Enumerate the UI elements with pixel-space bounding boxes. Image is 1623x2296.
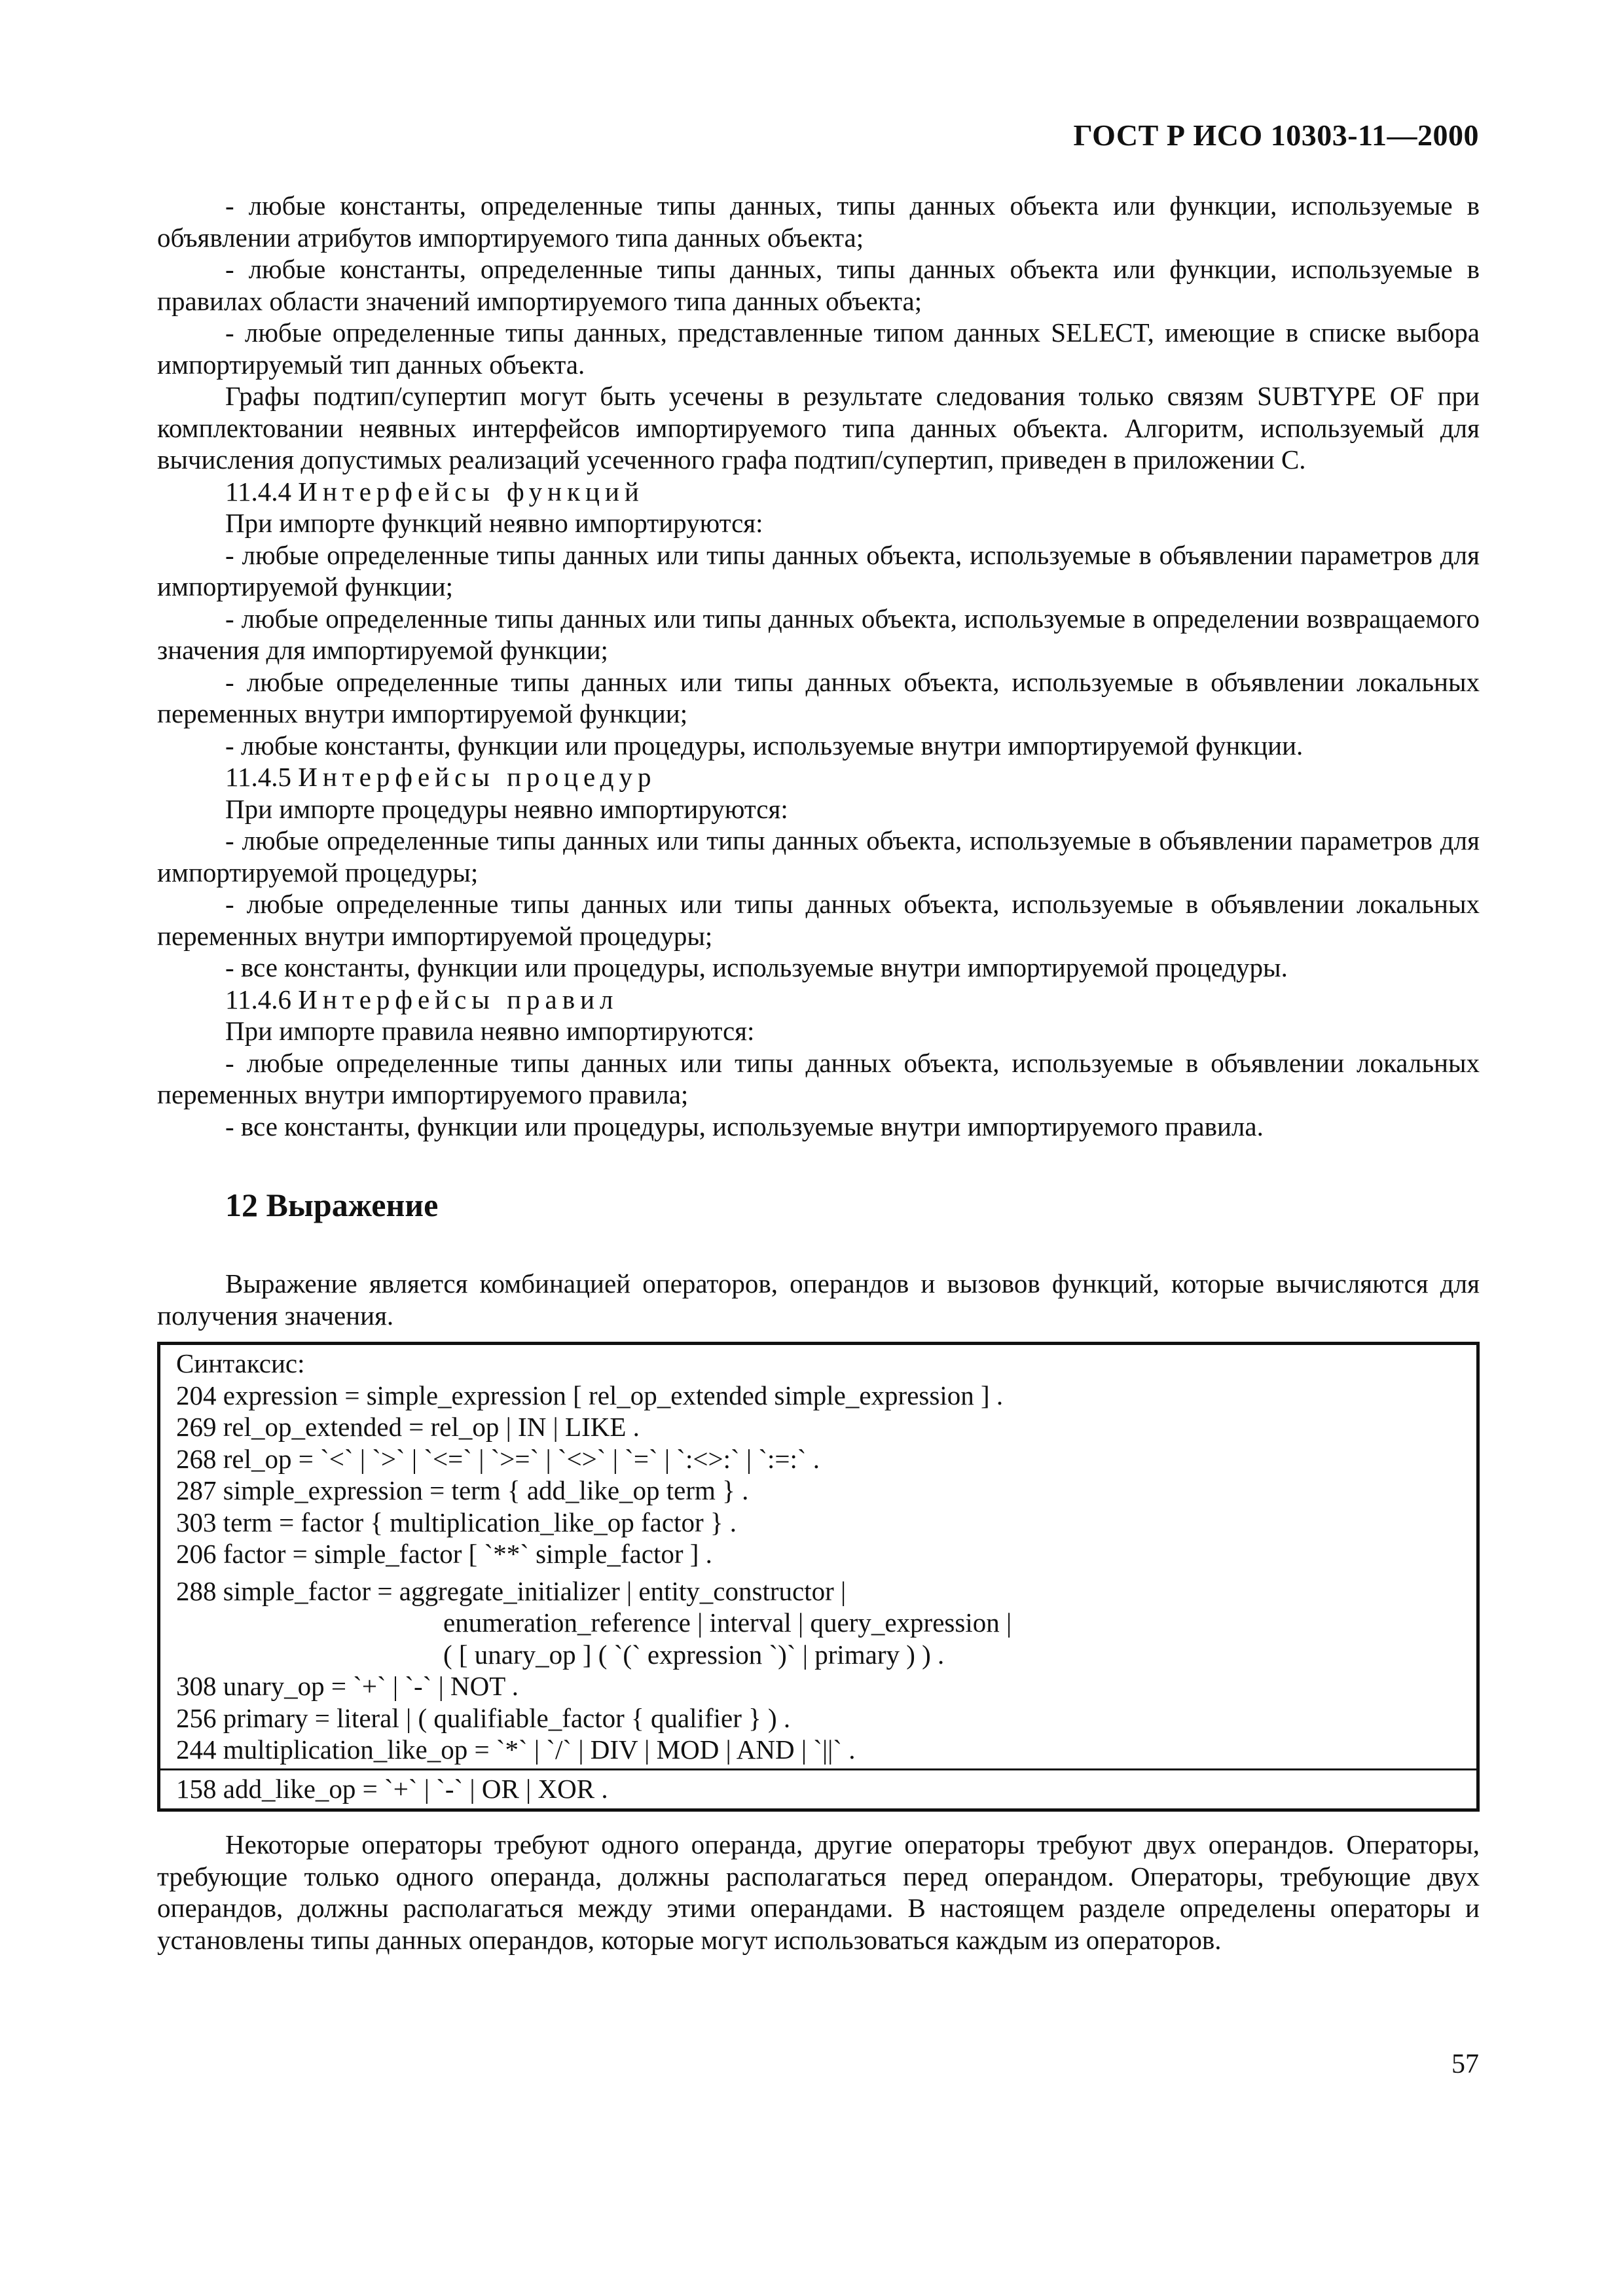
list-item: - любые константы, функции или процедуры, используемые внутри импортируемой функции.: [225, 730, 1304, 761]
subsection-lead: При импорте правила неявно импортируются:: [225, 1016, 755, 1046]
syntax-label: Синтаксис:: [176, 1348, 305, 1378]
section-intro: Выражение является комбинацией операторов, операндов и вызовов функций, которые вычисляются для получения значения.: [157, 1268, 1480, 1331]
page-body: [157, 190, 1480, 1956]
subsection-number: 11.4.4: [225, 476, 291, 507]
subsection-heading: [157, 984, 1480, 1016]
list-item: - любые константы, определенные типы данных, типы данных объекта или функции, используемые в правилах области значений импортируемого типа данных объекта;: [157, 254, 1480, 316]
subsection-title: Интерфейсы процедур: [298, 762, 657, 792]
subsection-heading: [157, 761, 1480, 793]
syntax-rule: 206 factor = simple_factor [ `**` simple_factor ] .: [176, 1539, 712, 1569]
subsection-title: Интерфейсы правил: [298, 984, 619, 1014]
list-item: - любые определенные типы данных, представленные типом данных SELECT, имеющие в списке выбора импортируемый тип данных объекта.: [157, 317, 1480, 380]
closing-paragraph: Некоторые операторы требуют одного операнда, другие операторы требуют двух операндов. Операторы, требующие только одного операнда, должны располагаться перед операндом. Операторы, требующие двух операндов, должны располагаться между этими операндами. В настоящем разделе определены операторы и установлены типы данных операндов, которые могут использоваться каждым из операторов.: [157, 1829, 1480, 1955]
list-item: - все константы, функции или процедуры, используемые внутри импортируемой процедуры.: [225, 952, 1288, 982]
syntax-rule: 256 primary = literal | ( qualifiable_factor { qualifier } ) .: [176, 1702, 791, 1733]
syntax-rule: 244 multiplication_like_op = `*` | `/` | DIV | MOD | AND | `||` .: [176, 1734, 856, 1765]
subsection-heading: [157, 476, 1480, 508]
syntax-divider: [160, 1768, 1476, 1770]
list-item: - любые определенные типы данных или типы данных объекта, используемые в объявлении параметров для импортируемой функции;: [157, 539, 1480, 601]
page-number: 57: [1451, 2049, 1479, 2079]
subsection-number: 11.4.6: [225, 984, 291, 1014]
syntax-rule: 204 expression = simple_expression [ rel_op_extended simple_expression ] .: [176, 1380, 1004, 1410]
syntax-rule: 268 rel_op = `<` | `>` | `<=` | `>=` | `<>` | `=` | `:<>:` | `:=:` .: [176, 1443, 820, 1474]
syntax-rule-continuation: ( [ unary_op ] ( `(` expression `)` | primary ) ) .: [443, 1639, 945, 1670]
list-item: - любые константы, определенные типы данных, типы данных объекта или функции, используемые в объявлении атрибутов импортируемого типа данных объекта;: [157, 190, 1480, 253]
subsection-number: 11.4.5: [225, 762, 291, 792]
list-item: - любые определенные типы данных или типы данных объекта, используемые в объявлении параметров для импортируемой процедуры;: [157, 825, 1480, 888]
syntax-rule-continuation: enumeration_reference | interval | query_expression |: [443, 1607, 1012, 1638]
list-item: - любые определенные типы данных или типы данных объекта, используемые в объявлении локальных переменных внутри импортируемой процедуры;: [157, 889, 1480, 951]
list-item: - все константы, функции или процедуры, используемые внутри импортируемого правила.: [225, 1111, 1264, 1141]
section-title: 12 Выражение: [225, 1187, 439, 1223]
subsection-title: Интерфейсы функций: [298, 476, 644, 507]
list-item: - любые определенные типы данных или типы данных объекта, используемые в объявлении локальных переменных внутри импортируемой функции;: [157, 666, 1480, 728]
syntax-rule: 158 add_like_op = `+` | `-` | OR | XOR .: [176, 1773, 608, 1804]
list-item: - любые определенные типы данных или типы данных объекта, используемые в объявлении локальных переменных внутри импортируемого правила;: [157, 1047, 1480, 1109]
syntax-rule: 308 unary_op = `+` | `-` | NOT .: [176, 1671, 519, 1701]
graph-paragraph: Графы подтип/супертип могут быть усечены в результате следования только связям SUBTYPE OF при комплектовании неявных интерфейсов импортируемого типа данных объекта. Алгоритм, используемый для вычисления допустимых реализаций усеченного графа подтип/супертип, приведен в приложении С.: [157, 381, 1480, 475]
syntax-rule: 303 term = factor { multiplication_like_op factor } .: [176, 1507, 737, 1537]
subsection-lead: При импорте функций неявно импортируются:: [225, 508, 763, 538]
list-item: - любые определенные типы данных или типы данных объекта, используемые в определении возвращаемого значения для импортируемой функции;: [157, 603, 1480, 665]
document-header: ГОСТ Р ИСО 10303-11—2000: [1073, 118, 1479, 152]
syntax-box: [157, 1342, 1480, 1812]
syntax-rule: 288 simple_factor = aggregate_initializer | entity_constructor |: [176, 1575, 847, 1606]
subsection-lead: При импорте процедуры неявно импортируются:: [225, 793, 788, 824]
syntax-rule: 287 simple_expression = term { add_like_op term } .: [176, 1475, 749, 1505]
syntax-rule: 269 rel_op_extended = rel_op | IN | LIKE .: [176, 1412, 640, 1442]
